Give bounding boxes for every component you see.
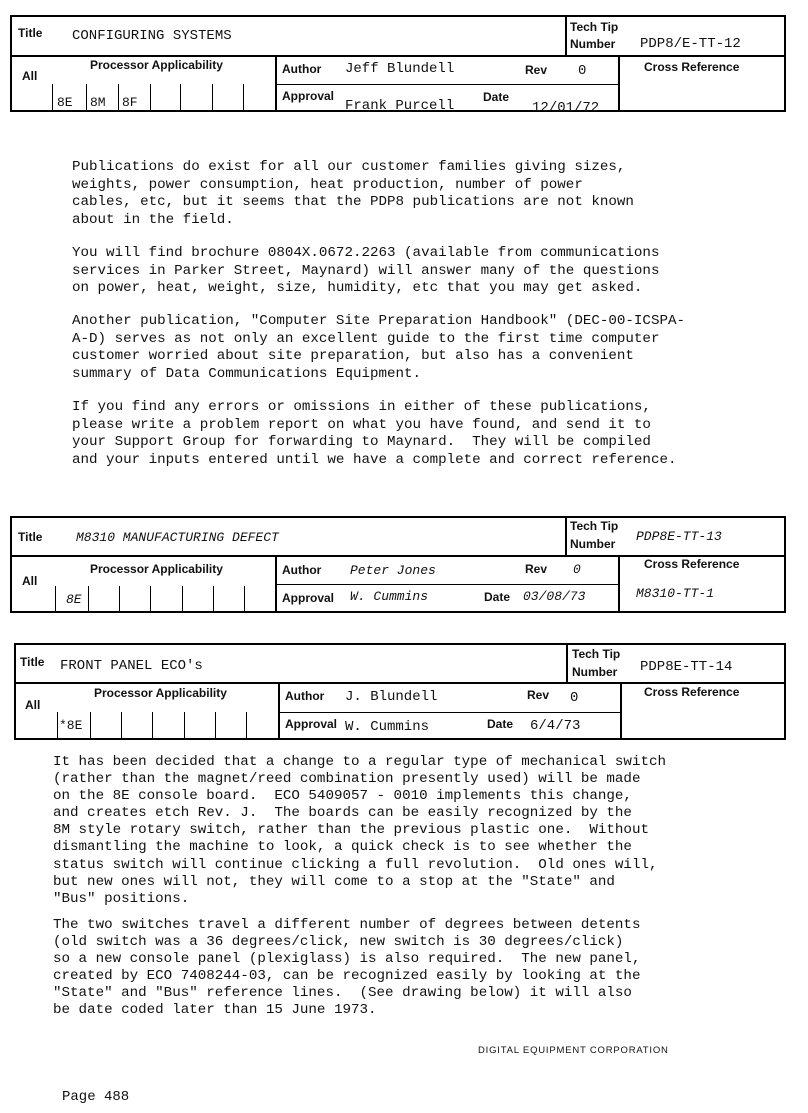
processor-cell: 8E [66, 592, 82, 607]
date-label: Date [484, 590, 511, 604]
processor-applicability-label: Processor Applicability [94, 686, 227, 700]
cross-reference-label: Cross Reference [644, 685, 740, 699]
author-label: Author [282, 62, 322, 76]
approval-value: Frank Purcell [345, 98, 455, 114]
header-divider [278, 712, 620, 713]
header-divider [10, 55, 786, 57]
date-label: Date [487, 717, 514, 731]
tech-tip-number: PDP8/E-TT-12 [640, 36, 741, 52]
number-label: Number [570, 537, 616, 551]
rev-value: 0 [573, 562, 581, 577]
approval-label: Approval [282, 89, 335, 103]
paragraph: You will find brochure 0804X.0672.2263 (available from communications services in Parker Street, Maynard) will answer many of the questions on power, heat, weight, size, humidity, etc that you may get asked. [72, 245, 660, 296]
author-value: Peter Jones [350, 563, 436, 578]
cross-reference-value: M8310-TT-1 [636, 586, 715, 601]
paragraph: Another publication, "Computer Site Preparation Handbook" (DEC-00-ICSPA- A-D) serves as not only an excellent guide to the first time computer customer worried about site preparation, but also has a convenient summary of Data Communications Equipment. [72, 313, 685, 382]
all-label: All [22, 574, 38, 588]
header-divider [275, 84, 618, 85]
date-value: 03/08/73 [523, 589, 586, 604]
header-divider [275, 584, 618, 585]
header-divider [14, 682, 786, 684]
paragraph: The two switches travel a different number of degrees between detents (old switch was a 36 degrees/click, new switch is 30 degrees/click) so a new console panel (plexiglass) is also required. The new panel, created by ECO 7408244-03, can be recognized easily by looking at the "State" and "Bus" reference lines. (See drawing below) it will also be date coded later than 15 June 1973. [53, 917, 641, 1019]
rev-label: Rev [527, 688, 550, 702]
cross-reference-label: Cross Reference [644, 60, 740, 74]
title-label: Title [18, 530, 43, 544]
paragraph: If you find any errors or omissions in either of these publications, please write a problem report on what you have found, and send it to your Support Group for forwarding to Maynard. They will be compiled and your inputs entered until we have a complete and correct reference. [72, 399, 677, 468]
author-value: Jeff Blundell [345, 61, 455, 77]
processor-cell: 8M [90, 95, 106, 110]
approval-label: Approval [282, 591, 335, 605]
title-value: M8310 MANUFACTURING DEFECT [76, 530, 279, 545]
rev-value: 0 [570, 690, 579, 706]
header-divider [566, 643, 568, 683]
approval-value: W. Cummins [345, 719, 430, 735]
author-label: Author [282, 563, 322, 577]
approval-value: W. Cummins [350, 589, 429, 604]
page-number: Page 488 [62, 1089, 130, 1105]
header-divider [278, 682, 280, 740]
title-label: Title [20, 655, 45, 669]
title-value: FRONT PANEL ECO's [60, 658, 203, 674]
header-divider [620, 682, 622, 740]
all-label: All [25, 698, 41, 712]
header-divider [618, 555, 620, 613]
tech-tip-label: Tech Tip [570, 20, 619, 34]
all-label: All [22, 69, 38, 83]
number-label: Number [572, 665, 618, 679]
tech-tip-label: Tech Tip [570, 519, 619, 533]
title-value: CONFIGURING SYSTEMS [72, 28, 232, 44]
approval-label: Approval [285, 717, 338, 731]
paragraph: It has been decided that a change to a regular type of mechanical switch (rather than the magnet/reed combination presently used) will be made on the 8E console board. ECO 5409057 - 0010 implements this change, and creates etch Rev. J. The boards can be easily recognized by the 8M style rotary switch, rather than the previous plastic one. Without dismantling the machine to look, a quick check is to see whether the status switch will continue clicking a full revolution. Old ones will, but new ones will not, they will come to a stop at the "State" and "Bus" positions. [53, 754, 666, 907]
processor-applicability-label: Processor Applicability [90, 562, 223, 576]
rev-value: 0 [578, 63, 587, 79]
processor-cell: *8E [59, 718, 83, 733]
date-value: 12/01/72 [532, 100, 600, 116]
rev-label: Rev [525, 562, 548, 576]
company-name: DIGITAL EQUIPMENT CORPORATION [478, 1045, 669, 1056]
header-divider [565, 516, 567, 556]
processor-cell: 8E [57, 95, 73, 110]
paragraph: Publications do exist for all our customer families giving sizes, weights, power consumption, heat production, number of power cables, etc, but it seems that the PDP8 publications are not known about in the field. [72, 159, 634, 228]
tech-tip-number: PDP8E-TT-14 [640, 659, 733, 675]
processor-cell: 8F [122, 95, 138, 110]
cross-reference-label: Cross Reference [644, 557, 740, 571]
tech-tip-number: PDP8E-TT-13 [636, 529, 722, 544]
header-divider [565, 15, 567, 56]
date-label: Date [483, 90, 510, 104]
date-value: 6/4/73 [530, 718, 581, 734]
tech-tip-label: Tech Tip [572, 647, 621, 661]
author-value: J. Blundell [345, 689, 438, 705]
title-label: Title [18, 26, 43, 40]
header-divider [618, 55, 620, 112]
processor-applicability-label: Processor Applicability [90, 58, 223, 72]
rev-label: Rev [525, 63, 548, 77]
number-label: Number [570, 37, 616, 51]
author-label: Author [285, 689, 325, 703]
